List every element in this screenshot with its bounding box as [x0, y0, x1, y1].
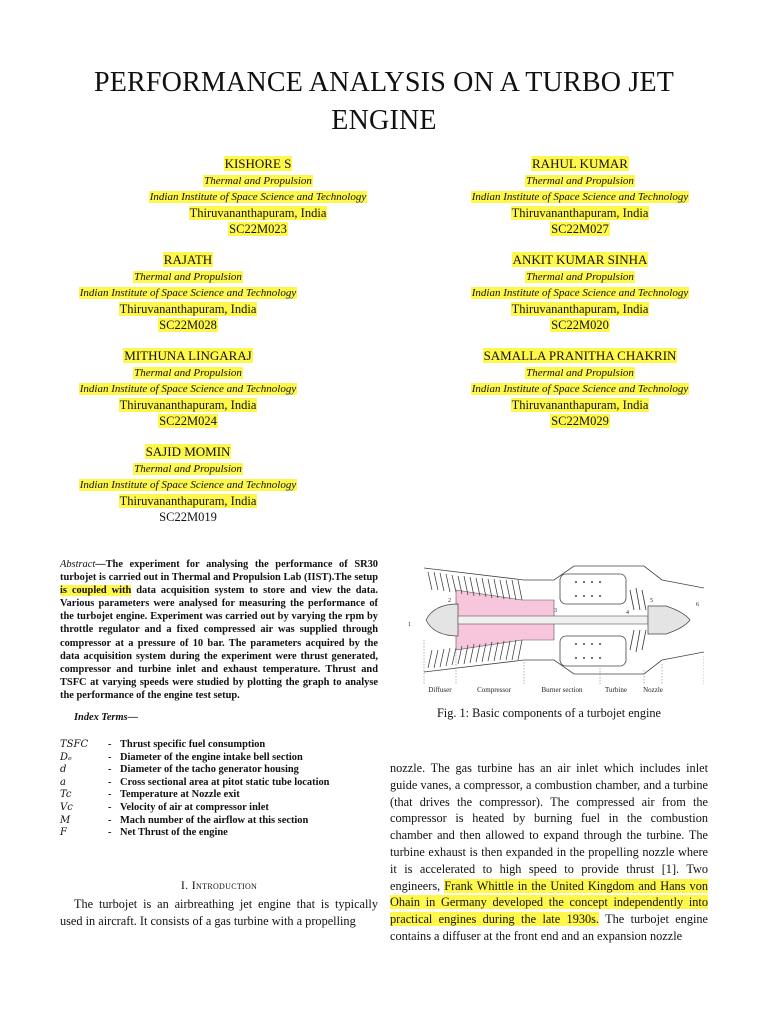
label-burner-section: Burner section [541, 686, 583, 694]
author-block [440, 156, 720, 237]
author-name: MITHUNA LINGARAJ [124, 348, 252, 363]
title-line-1: PERFORMANCE ANALYSIS ON A TURBO JET [93, 67, 675, 98]
term-symbol: M [60, 814, 71, 826]
intro-right-text-2: The turbojet engine contains a diffuser at the front end and an expansion nozzle [390, 912, 708, 943]
station-label: 3 [554, 608, 557, 614]
author-city: Thiruvananthapuram, India [511, 398, 649, 412]
term-symbol: Tc [60, 789, 72, 801]
abstract-text-1: —The experiment for analysing the performance of SR30 turbojet is carried out in Thermal and Propulsion Lab (IIST).The setup [60, 559, 378, 584]
term-definition: Mach number of the airflow at this section [120, 814, 309, 826]
author-id: SC22M020 [551, 318, 609, 332]
nomenclature-row [60, 827, 380, 840]
term-dash: - [108, 801, 112, 813]
combustor-bottom [560, 636, 626, 666]
section-heading [60, 878, 378, 893]
author-city: Thiruvananthapuram, India [119, 398, 257, 412]
author-id: SC22M023 [229, 222, 287, 236]
term-dash: - [108, 827, 112, 839]
term-definition: Net Thrust of the engine [120, 827, 228, 839]
term-definition: Velocity of air at compressor inlet [120, 801, 269, 813]
author-dept: Thermal and Propulsion [526, 271, 634, 283]
station-label: 1 [408, 622, 411, 628]
label-compressor: Compressor [477, 686, 511, 694]
author-dept: Thermal and Propulsion [134, 271, 242, 283]
author-name: SAMALLA PRANITHA CHAKRIN [483, 348, 677, 363]
combustor-top [560, 574, 626, 604]
label-nozzle: Nozzle [643, 686, 663, 694]
term-definition: Temperature at Nozzle exit [120, 789, 240, 801]
intro-right-highlight: Frank Whittle in the United Kingdom and Hans von Ohain in Germany developed the concept independently into practical engines during the late 1930s. [390, 878, 708, 927]
author-dept: Thermal and Propulsion [204, 175, 312, 187]
author-institute: Indian Institute of Space Science and Technology [79, 383, 297, 395]
section-title: Introduction [191, 878, 258, 892]
author-block [118, 156, 398, 237]
author-name: ANKIT KUMAR SINHA [512, 252, 648, 267]
abstract-highlight: is coupled with [60, 585, 132, 597]
term-dash: - [108, 814, 112, 826]
section-numeral: I. [180, 878, 192, 892]
author-dept: Thermal and Propulsion [526, 175, 634, 187]
author-city: Thiruvananthapuram, India [119, 494, 257, 508]
nomenclature-row [60, 764, 380, 777]
term-definition: Cross sectional area at pitot static tube location [120, 776, 330, 788]
author-dept: Thermal and Propulsion [134, 367, 242, 379]
index-terms: Index Terms— [74, 712, 138, 723]
nomenclature-list [60, 739, 380, 840]
author-name: SAJID MOMIN [145, 444, 231, 459]
intro-paragraph-right [390, 760, 708, 945]
author-city: Thiruvananthapuram, India [511, 302, 649, 316]
author-institute: Indian Institute of Space Science and Technology [149, 191, 367, 203]
abstract-text-2: data acquisition system to store and view the data. Various parameters were analysed for measuring the performance of the turbojet engine. Experiment was carried out by varying the rpm by throttle regulator and a fixed compressed air was supplied through compressor at a pressure of 10 bar. The parameters acquired by the data acquisition system during the experiment were thrust generated, compressor and turbine inlet and exhaust temperature. Thrust and TSFC at varying speeds were studied by plotting the graph to analyse the performance of the engine test setup. [60, 585, 378, 701]
author-id: SC22M028 [159, 318, 217, 332]
station-label: 5 [650, 598, 653, 604]
term-dash: - [108, 751, 112, 763]
term-dash: - [108, 776, 112, 788]
author-dept: Thermal and Propulsion [134, 463, 242, 475]
title-line-2: ENGINE [331, 105, 437, 136]
nomenclature-row [60, 777, 380, 790]
nomenclature-row [60, 739, 380, 752]
figure-caption: Fig. 1: Basic components of a turbojet engine [436, 706, 662, 720]
nomenclature-row [60, 815, 380, 828]
author-id: SC22M027 [551, 222, 609, 236]
author-block [440, 348, 720, 429]
author-institute: Indian Institute of Space Science and Technology [471, 383, 689, 395]
term-symbol: Dₑ [60, 751, 72, 763]
label-diffuser: Diffuser [428, 686, 452, 694]
label-turbine: Turbine [605, 686, 627, 694]
intro-right-text-1: nozzle. The gas turbine has an air inlet which includes inlet guide vanes, a compressor, a combustion chamber, and a turbine (that drives the compressor). The compressed air from the compressor is heated by burning fuel in the combustion chamber and then allowed to expand through the turbine. The turbine exhaust is then expanded in the propelling nozzle where it is accelerated to high speed to provide thrust [1]. Two engineers, [390, 761, 708, 893]
term-symbol: a [60, 776, 66, 788]
author-name: RAJATH [163, 252, 213, 267]
exhaust-cone [648, 606, 690, 634]
term-symbol: d [60, 764, 67, 776]
inlet-spinner [426, 604, 458, 636]
author-block [440, 252, 720, 333]
shaft [458, 616, 648, 624]
term-symbol: F [60, 827, 67, 839]
term-dash: - [108, 789, 112, 801]
term-dash: - [108, 764, 112, 776]
author-name: RAHUL KUMAR [532, 156, 628, 171]
author-city: Thiruvananthapuram, India [119, 302, 257, 316]
author-institute: Indian Institute of Space Science and Technology [79, 287, 297, 299]
author-name: KISHORE S [224, 156, 292, 171]
abstract-label: Abstract [60, 559, 96, 570]
term-definition: Diameter of the tacho generator housing [120, 764, 299, 776]
station-label: 6 [696, 602, 699, 608]
station-label: 2 [448, 598, 451, 604]
term-symbol: TSFC [60, 739, 89, 750]
author-id: SC22M019 [159, 510, 217, 524]
author-block [48, 444, 328, 525]
author-city: Thiruvananthapuram, India [189, 206, 327, 220]
station-label: 4 [626, 610, 629, 616]
nomenclature-row [60, 802, 380, 815]
author-institute: Indian Institute of Space Science and Technology [471, 287, 689, 299]
author-dept: Thermal and Propulsion [526, 367, 634, 379]
author-id: SC22M029 [551, 414, 609, 428]
section-labels [428, 686, 663, 694]
author-city: Thiruvananthapuram, India [511, 206, 649, 220]
author-block [48, 252, 328, 333]
author-id: SC22M024 [159, 414, 217, 428]
term-symbol: Vc [60, 801, 73, 813]
author-block [48, 348, 328, 429]
term-definition: Thrust specific fuel consumption [120, 739, 266, 750]
nomenclature-row [60, 789, 380, 802]
turbojet-figure [404, 560, 704, 700]
author-institute: Indian Institute of Space Science and Technology [471, 191, 689, 203]
intro-paragraph-left: The turbojet is an airbreathing jet engine that is typically used in aircraft. It consists of a gas turbine with a propelling [60, 897, 378, 928]
paper-title [40, 64, 728, 140]
term-definition: Diameter of the engine intake bell section [120, 751, 303, 763]
abstract [60, 558, 378, 702]
nomenclature-row [60, 752, 380, 765]
term-dash: - [108, 739, 112, 750]
author-institute: Indian Institute of Space Science and Technology [79, 479, 297, 491]
